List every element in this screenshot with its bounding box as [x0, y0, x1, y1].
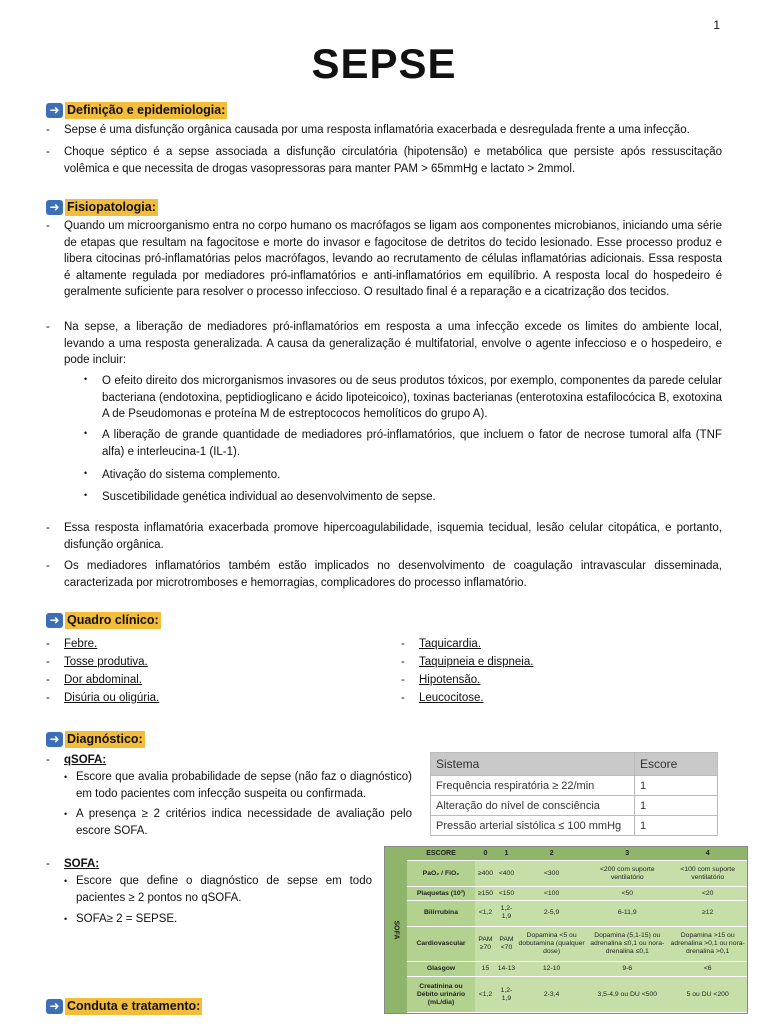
arrow-right-icon: ➜	[46, 613, 63, 628]
table-cell: Pressão arterial sistólica ≤ 100 mmHg	[431, 816, 635, 836]
arrow-right-icon: ➜	[46, 732, 63, 747]
list-item: - Tosse produtiva.	[46, 656, 148, 668]
qsofa-heading: - qSOFA:	[46, 754, 107, 766]
paragraph-text: Na sepse, a liberação de mediadores pró-inflamatórios em resposta a uma infecção excede os limites do ambiente local, levando a uma resposta generalizada. A causa da generalização é multifatorial, envolve o agente infeccioso e o hospedeiro, e pode incluir:	[64, 321, 722, 366]
table-row	[431, 816, 718, 836]
sub-item: • Ativação do sistema complemento.	[84, 467, 722, 484]
table-cell: 12-10	[517, 962, 586, 977]
arrow-right-icon: ➜	[46, 999, 63, 1014]
table-cell: Glasgow	[407, 962, 475, 977]
paragraph: - Choque séptico é a sepse associada a disfunção circulatória (hipotensão) e metabólica que persiste após ressuscitação volêmica e que necessita de drogas vasopressoras para manter PAM > 65mmHg e lactato > 2mmol.	[46, 144, 722, 177]
section-definicao	[46, 101, 227, 119]
table-cell: PAM ≥70	[475, 926, 496, 962]
table-cell: 5 ou DU <200	[668, 977, 747, 1013]
table-cell: 1	[635, 816, 718, 836]
table-header-row	[431, 753, 718, 776]
sofa-item-text: Escore que define o diagnóstico de sepse em todo pacientes ≥ 2 pontos no qSOFA.	[76, 875, 372, 904]
list-item-text: Taquicardia.	[419, 638, 482, 650]
table-cell: Bilirrubina	[407, 901, 475, 926]
table-header-row	[385, 847, 747, 861]
table-header: 2	[517, 847, 586, 861]
paragraph-text: Quando um microorganismo entra no corpo humano os macrófagos se ligam aos componentes microbianos, iniciando uma série de etapas que resultam na fagocitose e morte do invasor e fagocitose de detritos do tecido lesionado. Esse processo produz e libera citocinas pró-inflamatórias pelos macrófagos, levando ao recrutamento de células inflamatórias adicionais. Essa resposta é altamente regulada por mediadores pró-inflamatórios e anti-inflamatórios em equilíbrio. A resposta local do hospedeiro é geralmente suficiente para resolver o processo infeccioso. O resultado final é a reparação e a cicatrização dos tecidos.	[64, 220, 722, 298]
section-conduta	[46, 997, 202, 1015]
arrow-right-icon: ➜	[46, 200, 63, 215]
table-cell: ≥150	[475, 886, 496, 901]
table-cell: 2-5,9	[517, 901, 586, 926]
table-cell: <1,2	[475, 901, 496, 926]
table-cell: 15	[475, 962, 496, 977]
table-cell: <150	[496, 886, 517, 901]
section-label: Quadro clínico:	[67, 612, 159, 627]
sub-item: • A liberação de grande quantidade de mediadores pró-inflamatórios, que incluem o fator de necrose tumoral alfa (TNF alfa) e interleucina-1 (IL-1).	[84, 427, 722, 460]
list-item-text: Taquipneia e dispneia.	[419, 656, 534, 668]
paragraph-text: Choque séptico é a sepse associada a disfunção circulatória (hipotensão) e metabólica que persiste após ressuscitação volêmica e que necessita de drogas vasopressoras para manter PAM > 65mmHg e lactato > 2mmol.	[64, 146, 722, 175]
table-cell: <50	[586, 886, 668, 901]
table-cell: <1,2	[475, 977, 496, 1013]
table-cell: Dopamina (5,1-15) ou adrenalina ≤0,1 ou nora-drenalina ≤0,1	[586, 926, 668, 962]
qsofa-item: • Escore que avalia probabilidade de sepse (não faz o diagnóstico) em todo pacientes com infecção suspeita ou confirmada.	[64, 769, 412, 802]
table-header: ESCORE	[407, 847, 475, 861]
table-cell: 3,5-4,9 ou DU <500	[586, 977, 668, 1013]
table-row	[385, 861, 747, 886]
sub-item-text: O efeito direito dos microrganismos invasores ou de seus produtos tóxicos, por exemplo, componentes da parede celular bacteriana (endotoxina, peptidioglicano e ácido lipoteicoico), toxinas bacterianas (enterotoxina estafilocócica B, exotoxina A de Pseudomonas e proteína M de estreptococos hemolíticos do grupo A).	[102, 375, 722, 420]
table-cell: <6	[668, 962, 747, 977]
list-item-text: Febre.	[64, 638, 98, 650]
table-cell: Frequência respiratória ≥ 22/min	[431, 776, 635, 796]
qsofa-item-text: A presença ≥ 2 critérios indica necessidade de avaliação pelo escore SOFA.	[76, 808, 412, 837]
table-row	[431, 796, 718, 816]
sofa-item: • Escore que define o diagnóstico de sepse em todo pacientes ≥ 2 pontos no qSOFA.	[64, 873, 372, 906]
table-cell: <100 com suporte ventilatório	[668, 861, 747, 886]
section-label: Definição e epidemiologia:	[67, 102, 226, 117]
table-cell: ≥400	[475, 861, 496, 886]
table-header: 4	[668, 847, 747, 861]
sub-item: • Suscetibilidade genética individual ao desenvolvimento de sepse.	[84, 489, 722, 506]
paragraph-text: Essa resposta inflamatória exacerbada promove hipercoagulabilidade, isquemia tecidual, lesão celular citopática, e portanto, disfunção orgânica.	[64, 522, 722, 551]
table-cell: Plaquetas (10³)	[407, 886, 475, 901]
table-cell: <100	[517, 886, 586, 901]
section-label: Conduta e tratamento:	[67, 998, 201, 1013]
list-item: - Disúria ou oligúria.	[46, 692, 160, 704]
page-number: 1	[713, 18, 720, 32]
paragraph: - Na sepse, a liberação de mediadores pró-inflamatórios em resposta a uma infecção excede os limites do ambiente local, levando a uma resposta generalizada. A causa da generalização é multifatorial, envolve o agente infeccioso e o hospedeiro, e pode incluir:	[46, 319, 722, 369]
paragraph: - Sepse é uma disfunção orgânica causada por uma resposta inflamatória exacerbada e desregulada frente a uma infecção.	[46, 122, 722, 139]
list-item-text: Hipotensão.	[419, 674, 481, 686]
table-header: 0	[475, 847, 496, 861]
table-cell: 6-11,9	[586, 901, 668, 926]
paragraph: - Essa resposta inflamatória exacerbada promove hipercoagulabilidade, isquemia tecidual, lesão celular citopática, e portanto, disfunção orgânica.	[46, 520, 722, 553]
table-cell: Alteração do nível de consciência	[431, 796, 635, 816]
list-item-text: Disúria ou oligúria.	[64, 692, 160, 704]
sofa-side-label: SOFA	[385, 847, 407, 1013]
table-cell: 1	[635, 796, 718, 816]
list-item-text: Dor abdominal.	[64, 674, 142, 686]
table-header: Sistema	[431, 753, 635, 776]
paragraph-text: Os mediadores inflamatórios também estão implicados no desenvolvimento de coagulação intravascular disseminada, caracterizada por microtromboses e hemorragias, complicadores do processo inflamatório.	[64, 560, 722, 589]
table-cell: 1,2-1,9	[496, 901, 517, 926]
table-cell: 1,2-1,9	[496, 977, 517, 1013]
qsofa-label: qSOFA:	[64, 754, 107, 766]
list-item: - Taquipneia e dispneia.	[401, 656, 534, 668]
table-row	[385, 977, 747, 1013]
qsofa-item-text: Escore que avalia probabilidade de sepse (não faz o diagnóstico) em todo pacientes com infecção suspeita ou confirmada.	[76, 771, 412, 800]
list-item: - Dor abdominal.	[46, 674, 142, 686]
paragraph: - Os mediadores inflamatórios também estão implicados no desenvolvimento de coagulação intravascular disseminada, caracterizada por microtromboses e hemorragias, complicadores do processo inflamatório.	[46, 558, 722, 591]
table-header: 1	[496, 847, 517, 861]
table-row	[385, 962, 747, 977]
table-cell: ≥12	[668, 901, 747, 926]
table-cell: 1	[635, 776, 718, 796]
table-cell: <300	[517, 861, 586, 886]
arrow-right-icon: ➜	[46, 103, 63, 118]
table-cell: Dopamina <5 ou dobutamina (qualquer dose)	[517, 926, 586, 962]
sub-item-text: Suscetibilidade genética individual ao desenvolvimento de sepse.	[102, 491, 436, 503]
table-cell: PAM <70	[496, 926, 517, 962]
section-label: Diagnóstico:	[67, 731, 143, 746]
paragraph: - Quando um microorganismo entra no corpo humano os macrófagos se ligam aos componentes microbianos, iniciando uma série de etapas que resultam na fagocitose e morte do invasor e fagocitose de detritos do tecido lesionado. Esse processo produz e libera citocinas pró-inflamatórias pelos macrófagos, levando ao recrutamento de células inflamatórias adicionais. Essa resposta é altamente regulada por mediadores pró-inflamatórios e anti-inflamatórios em equilíbrio. A resposta local do hospedeiro é geralmente suficiente para resolver o processo infeccioso. O resultado final é a reparação e a cicatrização dos tecidos.	[46, 218, 722, 301]
list-item: - Leucocitose.	[401, 692, 484, 704]
paragraph-text: Sepse é uma disfunção orgânica causada por uma resposta inflamatória exacerbada e desregulada frente a uma infecção.	[64, 124, 690, 136]
table-cell: Dopamina >15 ou adrenalina >0,1 ou nora-drenalina >0,1	[668, 926, 747, 962]
list-item: - Febre.	[46, 638, 98, 650]
table-cell: Cardiovascular	[407, 926, 475, 962]
table-cell: 2-3,4	[517, 977, 586, 1013]
list-item-text: Leucocitose.	[419, 692, 484, 704]
table-cell: PaO₂ / FiO₂	[407, 861, 475, 886]
table-row	[431, 776, 718, 796]
table-cell: <20	[668, 886, 747, 901]
table-cell: <200 com suporte ventilatório	[586, 861, 668, 886]
sofa-item: • SOFA≥ 2 = SEPSE.	[64, 911, 372, 928]
sofa-table	[384, 846, 748, 1014]
sub-item-text: A liberação de grande quantidade de mediadores pró-inflamatórios, que incluem o fator de necrose tumoral alfa (TNF alfa) e interleucina-1 (IL-1).	[102, 429, 722, 458]
section-quadro-clinico	[46, 611, 161, 629]
section-diagnostico	[46, 730, 145, 748]
list-item: - Hipotensão.	[401, 674, 481, 686]
table-row	[385, 886, 747, 901]
qsofa-item: • A presença ≥ 2 critérios indica necessidade de avaliação pelo escore SOFA.	[64, 806, 412, 839]
qsofa-table	[430, 752, 718, 836]
page-title: SEPSE	[311, 40, 457, 87]
table-row	[385, 926, 747, 962]
section-label: Fisiopatologia:	[67, 199, 156, 214]
table-cell: Creatinina ou Débito urinário (mL/dia)	[407, 977, 475, 1013]
sub-item: • O efeito direito dos microrganismos invasores ou de seus produtos tóxicos, por exemplo, componentes da parede celular bacteriana (endotoxina, peptidioglicano e ácido lipoteicoico), toxinas bacterianas (enterotoxina estafilocócica B, exotoxina A de Pseudomonas e proteína M de estreptococos hemolíticos do grupo A).	[84, 373, 722, 423]
table-cell: <400	[496, 861, 517, 886]
sofa-heading: - SOFA:	[46, 858, 100, 870]
sub-item-text: Ativação do sistema complemento.	[102, 469, 281, 481]
sofa-item-text: SOFA≥ 2 = SEPSE.	[76, 913, 178, 925]
table-cell: 9-6	[586, 962, 668, 977]
list-item: - Taquicardia.	[401, 638, 482, 650]
sofa-label: SOFA:	[64, 858, 100, 870]
list-item-text: Tosse produtiva.	[64, 656, 148, 668]
section-fisiopatologia	[46, 198, 158, 216]
table-row	[385, 901, 747, 926]
table-cell: 14-13	[496, 962, 517, 977]
table-header: 3	[586, 847, 668, 861]
table-header: Escore	[635, 753, 718, 776]
